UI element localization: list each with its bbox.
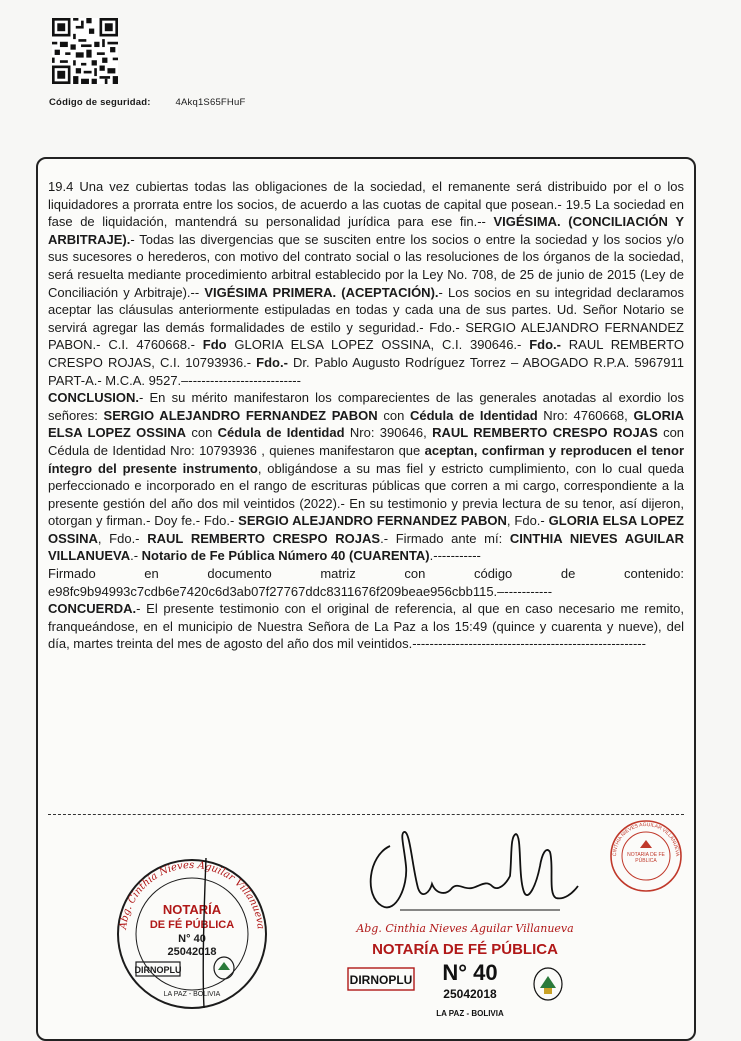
crest-icon [640, 840, 652, 848]
seal-ring-text: Abg. Cinthia Nieves Aguilar Villanueva [118, 859, 266, 930]
security-code-line [49, 97, 245, 108]
notary-number: N° 40 [442, 960, 498, 985]
seal-right-ring-text: CINTHIA NIEVES AGUILAR VILLANUEVA [611, 821, 681, 857]
qr-code [52, 18, 118, 84]
notary-signature [360, 826, 580, 922]
seal-city: LA PAZ - BOLIVIA [163, 991, 221, 998]
seal-notaria: NOTARÍA [162, 902, 222, 917]
notary-date: 25042018 [443, 987, 497, 1001]
seal-date: 25042018 [167, 946, 217, 958]
seal-number: N° 40 [178, 933, 206, 945]
notary-brand: DIRNOPLU [349, 973, 413, 987]
seal-right-center: NOTARÍA DE FE PÚBLICA [627, 852, 665, 864]
paragraph-content-code: Firmado en documento matriz con código de contenido: e98fc9b94993c7cdb6e7420c6d3ab07f27767ddc8311676f209beae956cbb115.–----------- [48, 566, 684, 599]
notary-seal-left [112, 848, 272, 1016]
seal-brand: DIRNOPLU [134, 965, 182, 975]
notary-title: NOTARÍA DE FÉ PÚBLICA [372, 941, 558, 958]
notary-city: LA PAZ - BOLIVIA [436, 1009, 504, 1018]
paragraph-concuerda: CONCUERDA.- El presente testimonio con el original de referencia, al que en caso necesario me remito, franqueándose, en el municipio de Nuestra Señora de La Paz a los 15:49 (quince y cuarenta y nueve), del día, martes treinta del mes de agosto del año dos mil veintidos.------------------------------------------------------ [48, 601, 684, 652]
paragraph-clauses: 19.4 Una vez cubiertas todas las obligaciones de la sociedad, el remanente será distribuido por el o los liquidadores a prorrata entre los socios, de acuerdo a las cuotas de capital que posean.- 19.5 La sociedad en fase de liquidación, mantendrá su personalidad jurídica para ese fin.-- VIGÉSIMA. (CONCILIACIÓN Y ARBITRAJE).- Todas las divergencias que se susciten entre los socios o entre la sociedad y los socios y/o sus sucesores o herederos, con motivo del contrato social o las resoluciones de los órganos de la sociedad, será resuelta mediante procedimiento arbitral establecido por la Ley No. 708, de 25 de junio de 2015 (Ley de Conciliación y Arbitraje).-- VIGÉSIMA PRIMERA. (ACEPTACIÓN).- Los socios en su integridad declaramos aceptar las cláusulas anteriormente estipuladas en todas y cada una de sus partes. Ud. Señor Notario se servirá agregar las demás formalidades de estilo y seguridad.- Fdo.- SERGIO ALEJANDRO FERNANDEZ PABON.- C.I. 4760668.- Fdo GLORIA ELSA LOPEZ OSSINA, C.I. 390646.- Fdo.- RAUL REMBERTO CRESPO ROJAS, C.I. 10793936.- Fdo.- Dr. Pablo Augusto Rodríguez Torrez – ABOGADO R.P.A. 5967911 PART-A.- M.C.A. 9527.–-------------------------- [48, 179, 685, 388]
bolivia-crest-icon [534, 968, 562, 1000]
notary-name: Abg. Cinthia Nieves Aguilar Villanueva [356, 922, 574, 935]
security-code-value: 4Akq1S65FHuF [175, 97, 246, 108]
paragraph-conclusion: CONCLUSION.- En su mérito manifestaron los comparecientes de las generales anotadas al exordio los señores: SERGIO ALEJANDRO FERNANDEZ PABON con Cédula de Identidad Nro: 4760668, GLORIA ELSA LOPEZ OSSINA con Cédula de Identidad Nro: 390646, RAUL REMBERTO CRESPO ROJAS con Cédula de Identidad Nro: 10793936 , quienes manifestaron que aceptan, confirman y reproducen el tenor íntegro del presente instrumento, obligándose a su mas fiel y estricto cumplimiento, con lo cual queda perfeccionado e incorporado en el rango de escrituras públicas que corren a mi cargo, correspondiente a la presente gestión del año dos mil veintidos (2022).- En su testimonio y previa lectura de su tenor, así dijeron, otorgan y firman.- Doy fe.- Fdo.- SERGIO ALEJANDRO FERNANDEZ PABON, Fdo.- GLORIA ELSA LOPEZ OSSINA, Fdo.- RAUL REMBERTO CRESPO ROJAS.- Firmado ante mí: CINTHIA NIEVES AGUILAR VILLANUEVA.- Notario de Fe Pública Número 40 (CUARENTA).----------- [48, 390, 685, 564]
bolivia-crest-icon [214, 957, 234, 979]
security-code-label: Código de seguridad: [49, 97, 151, 108]
document-body [48, 178, 684, 653]
divider-dashed [48, 814, 684, 815]
notary-seal-right [608, 818, 684, 894]
notary-block [330, 916, 600, 1024]
seal-fe-publica: DE FÉ PÚBLICA [149, 919, 235, 931]
